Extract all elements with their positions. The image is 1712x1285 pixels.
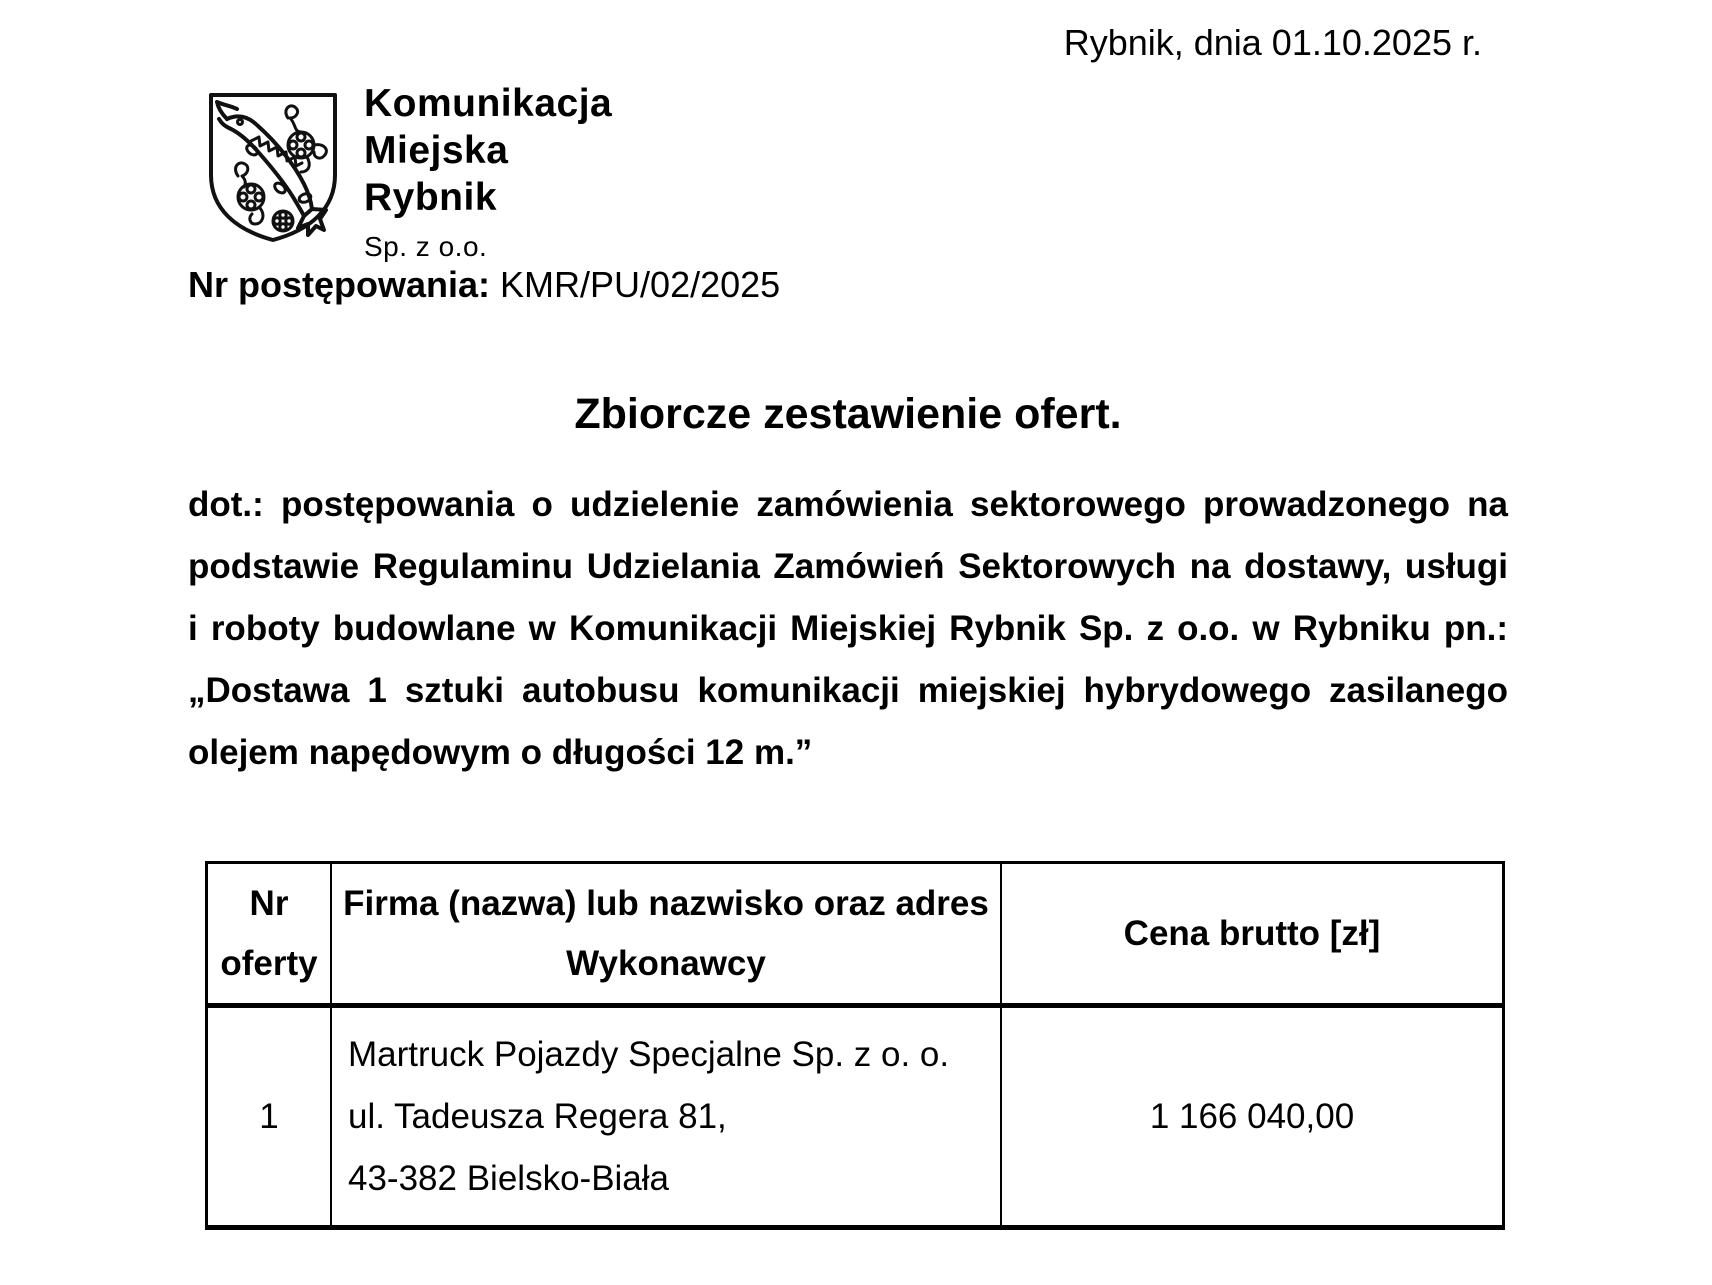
- rybnik-coat-of-arms-icon: [204, 88, 342, 248]
- company-name-line: Miejska: [364, 129, 509, 172]
- header-text: Cena brutto [zł]: [1123, 913, 1381, 953]
- cell-offer-number: [208, 1008, 332, 1225]
- table-row: [208, 1008, 1502, 1225]
- date-line: Rybnik, dnia 01.10.2025 r.: [1063, 22, 1482, 63]
- table-header-row: [208, 864, 1502, 1008]
- paragraph-line: dot.: postępowania o udzielenie zamówienia sektorowego prowadzonego na: [188, 485, 1508, 524]
- header-text: Firma (nazwa) lub nazwisko oraz adres: [343, 883, 989, 923]
- case-number-label: Nr postępowania:: [188, 264, 491, 305]
- cell-gross-price: [1002, 1008, 1502, 1225]
- cell-contractor-address: [332, 1008, 1002, 1225]
- gross-price-value: 1 166 040,00: [1149, 1096, 1355, 1136]
- paragraph-line: olejem napędowym o długości 12 m.”: [188, 733, 813, 772]
- case-number-line: [188, 264, 780, 306]
- offer-number: 1: [259, 1096, 279, 1136]
- header-cell-contractor: [332, 864, 1002, 1003]
- contractor-name: Martruck Pojazdy Specjalne Sp. z o. o.: [348, 1034, 950, 1074]
- company-name-block: [364, 80, 612, 263]
- header-cell-offer-number: [208, 864, 332, 1003]
- paragraph-line: „Dostawa 1 sztuki autobusu komunikacji miejskiej hybrydowego zasilanego: [188, 671, 1508, 710]
- company-logo: [204, 82, 613, 263]
- company-legal-suffix: Sp. z o.o.: [364, 231, 488, 262]
- contractor-city: 43-382 Bielsko-Biała: [348, 1158, 670, 1198]
- header-text: Nr: [249, 883, 289, 923]
- contractor-street: ul. Tadeusza Regera 81,: [348, 1096, 727, 1136]
- header-cell-gross-price: [1002, 864, 1502, 1003]
- page-title: Zbiorcze zestawienie ofert.: [574, 390, 1122, 438]
- company-name-line: Komunikacja: [364, 82, 613, 125]
- paragraph-line: podstawie Regulaminu Udzielania Zamówień Sektorowych na dostawy, usługi: [188, 547, 1508, 586]
- case-number-value: KMR/PU/02/2025: [500, 264, 781, 305]
- header-text: Wykonawcy: [566, 943, 766, 983]
- header-text: oferty: [220, 943, 318, 983]
- paragraph-line: i roboty budowlane w Komunikacji Miejskiej Rybnik Sp. z o.o. w Rybniku pn.:: [188, 609, 1508, 648]
- subject-paragraph: [188, 474, 1508, 784]
- company-name-line: Rybnik: [364, 176, 498, 219]
- offers-table: [205, 861, 1505, 1230]
